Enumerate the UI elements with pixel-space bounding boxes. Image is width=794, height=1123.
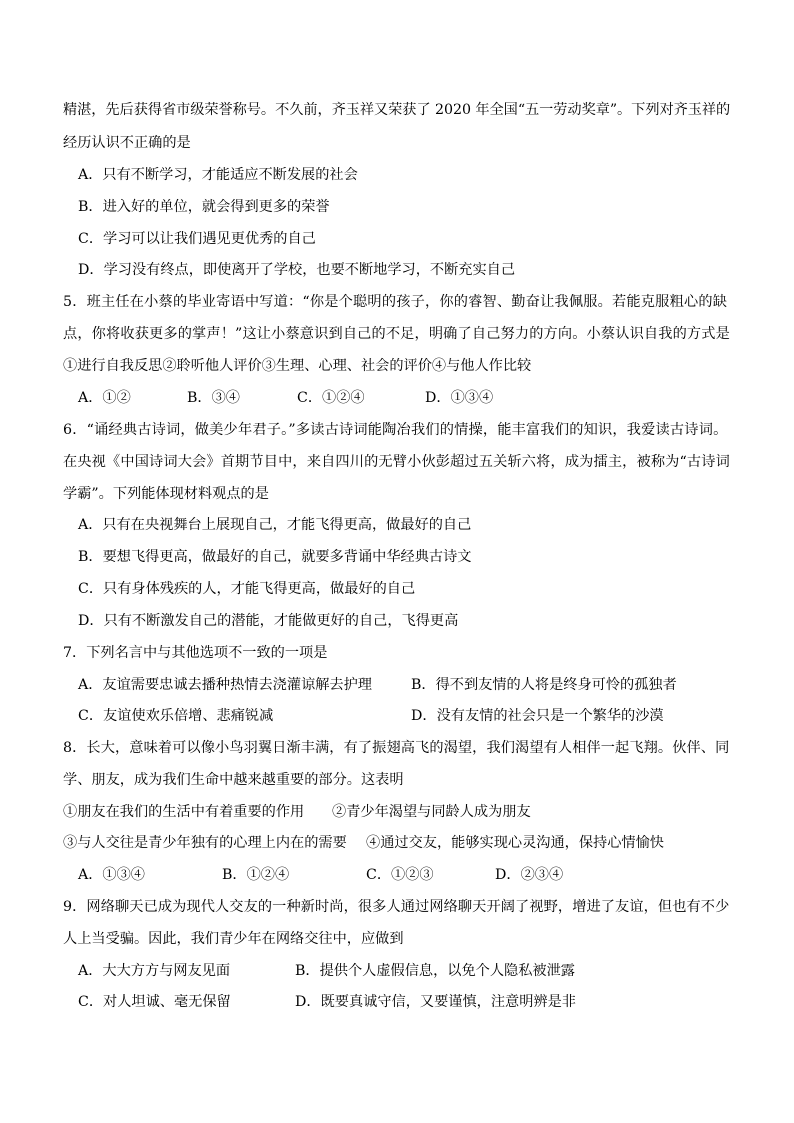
q9-option-a: A．大大方方与网友见面 bbox=[78, 963, 231, 979]
q5-option-d: D．①③④ bbox=[425, 390, 494, 406]
q7-option-c: C．友谊使欢乐倍增、悲痛锐减 bbox=[78, 708, 274, 724]
q7-option-b: B．得不到友情的人将是终身可怜的孤独者 bbox=[411, 677, 677, 693]
q8-option-a: A．①③④ bbox=[78, 867, 145, 883]
q9-option-b: B．提供个人虚假信息，以免个人隐私被泄露 bbox=[295, 963, 575, 979]
q5-option-c: C．①②④ bbox=[297, 390, 365, 406]
q7-stem-line-1: 7．下列名言中与其他选项不一致的一项是 bbox=[63, 645, 328, 661]
q4-stem-line-1: 精湛，先后获得省市级荣誉称号。不久前，齐玉祥又荣获了 2020 年全国“五一劳动奖章”。下列对齐玉祥的 bbox=[63, 102, 731, 118]
q8-stem-line-1: 8．长大，意味着可以像小鸟羽翼日渐丰满，有了振翅高飞的渴望，我们渴望有人相伴一起飞翔。伙伴、同 bbox=[63, 740, 730, 756]
q9-stem-line-2: 人上当受骗。因此，我们青少年在网络交往中，应做到 bbox=[63, 931, 404, 947]
q4-stem-line-2: 经历认识不正确的是 bbox=[63, 135, 191, 151]
q9-stem-line-1: 9．网络聊天已成为现代人交友的一种新时尚，很多人通过网络聊天开阔了视野，增进了友谊，但也有不少 bbox=[63, 899, 730, 915]
q6-option-c: C．只有身体残疾的人，才能飞得更高，做最好的自己 bbox=[78, 581, 416, 597]
q7-option-d: D．没有友情的社会只是一个繁华的沙漠 bbox=[411, 708, 664, 724]
q8-statement-4: ④通过交友，能够实现心灵沟通，保持心情愉快 bbox=[366, 835, 664, 851]
q9-option-c: C．对人坦诚、毫无保留 bbox=[78, 994, 231, 1010]
q4-option-a: A．只有不断学习，才能适应不断发展的社会 bbox=[78, 167, 358, 183]
q6-option-d: D．只有不断激发自己的潜能，才能做更好的自己，飞得更高 bbox=[78, 613, 459, 629]
q8-statement-3: ③与人交往是青少年独有的心理上内在的需要 bbox=[63, 835, 347, 851]
q5-option-b: B．③④ bbox=[187, 390, 240, 406]
q8-option-b: B．①②④ bbox=[222, 867, 290, 883]
q7-option-a: A．友谊需要忠诚去播种热情去浇灌谅解去护理 bbox=[78, 677, 372, 693]
q6-stem-line-1: 6．“诵经典古诗词，做美少年君子。”多读古诗词能陶冶我们的情操，能丰富我们的知识，我爱读古诗词。 bbox=[63, 422, 728, 438]
q5-option-a: A．①② bbox=[78, 390, 131, 406]
q5-stem-line-3: ①进行自我反思②聆听他人评价③生理、心理、社会的评价④与他人作比较 bbox=[63, 358, 532, 374]
q8-stem-line-2: 学、朋友，成为我们生命中越来越重要的部分。这表明 bbox=[63, 772, 404, 788]
q4-option-d: D．学习没有终点，即使离开了学校，也要不断地学习，不断充实自己 bbox=[78, 262, 516, 278]
q4-option-b: B．进入好的单位，就会得到更多的荣誉 bbox=[78, 199, 330, 215]
q9-option-d: D．既要真诚守信，又要谨慎，注意明辨是非 bbox=[295, 994, 576, 1010]
q8-option-c: C．①②③ bbox=[366, 867, 434, 883]
q6-option-b: B．要想飞得更高，做最好的自己，就要多背诵中华经典古诗文 bbox=[78, 549, 472, 565]
q5-stem-line-2: 点，你将收获更多的掌声！”这让小蔡意识到自己的不足，明确了自己努力的方向。小蔡认识自我的方式是 bbox=[63, 326, 730, 342]
q8-statement-2: ②青少年渴望与同龄人成为朋友 bbox=[332, 804, 531, 820]
q6-stem-line-3: 学霸”。下列能体现材料观点的是 bbox=[63, 486, 269, 502]
q8-statement-1: ①朋友在我们的生活中有着重要的作用 bbox=[63, 804, 305, 820]
exam-page bbox=[63, 0, 731, 1123]
q8-option-d: D．②③④ bbox=[495, 867, 564, 883]
q6-option-a: A．只有在央视舞台上展现自己，才能飞得更高，做最好的自己 bbox=[78, 517, 472, 533]
q4-option-c: C．学习可以让我们遇见更优秀的自己 bbox=[78, 231, 316, 247]
q6-stem-line-2: 在央视《中国诗词大会》首期节目中，来自四川的无臂小伙彭超过五关斩六将，成为擂主，被称为“古诗词 bbox=[63, 454, 730, 470]
q5-stem-line-1: 5．班主任在小蔡的毕业寄语中写道：“你是个聪明的孩子，你的睿智、勤奋让我佩服。若能克服粗心的缺 bbox=[63, 294, 728, 310]
